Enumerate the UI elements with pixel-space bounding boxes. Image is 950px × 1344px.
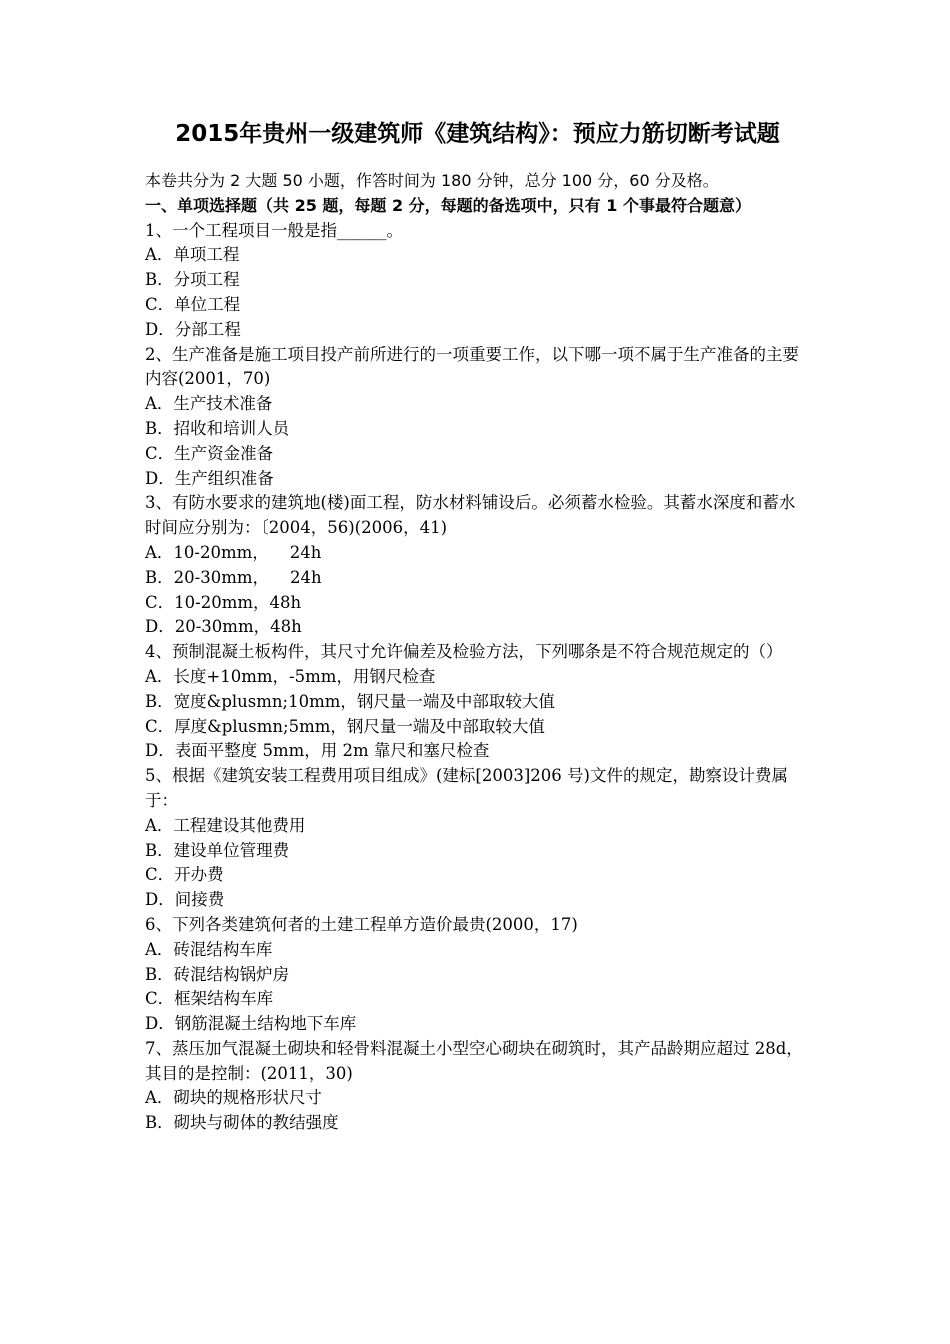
- document-body: [145, 117, 810, 1136]
- question-text: 6、下列各类建筑何者的土建工程单方造价最贵(2000，17): [145, 914, 578, 934]
- answer-option: D．生产组织准备: [145, 468, 274, 488]
- answer-option: C．10-20mm，48h: [145, 592, 302, 612]
- question-item: [145, 764, 810, 913]
- question-item: [145, 343, 810, 492]
- answer-option: B．20-30mm， 24h: [145, 567, 322, 587]
- answer-option: D．分部工程: [145, 319, 241, 339]
- answer-option: C．厚度&plusmn;5mm，钢尺量一端及中部取较大值: [145, 716, 545, 736]
- answer-option: A．砌块的规格形状尺寸: [145, 1088, 322, 1108]
- answer-option: D．钢筋混凝土结构地下车库: [145, 1014, 357, 1034]
- answer-option: A．工程建设其他费用: [145, 815, 306, 835]
- section-heading: 一、单项选择题（共 25 题，每题 2 分，每题的备选项中，只有 1 个事最符合题意）: [145, 195, 751, 215]
- answer-option: B．砌块与砌体的教结强度: [145, 1113, 339, 1133]
- answer-option: A．长度+10mm，-5mm，用钢尺检查: [145, 666, 436, 686]
- document-title: 2015年贵州一级建筑师《建筑结构》：预应力筋切断考试题: [175, 121, 780, 147]
- answer-option: A．10-20mm， 24h: [145, 542, 322, 562]
- question-item: [145, 913, 810, 1037]
- question-text: 1、一个工程项目一般是指______。: [145, 220, 403, 240]
- question-text: 7、蒸压加气混凝土砌块和轻骨料混凝土小型空心砌块在砌筑时，其产品龄期应超过 28d，其目的是控制：(2011，30): [145, 1038, 803, 1083]
- question-item: [145, 1037, 810, 1136]
- question-item: [145, 219, 810, 343]
- answer-option: A．砖混结构车库: [145, 939, 273, 959]
- answer-option: B．砖混结构锅炉房: [145, 964, 290, 984]
- answer-option: C．生产资金准备: [145, 443, 274, 463]
- answer-option: B．招收和培训人员: [145, 418, 290, 438]
- answer-option: B．建设单位管理费: [145, 840, 290, 860]
- question-item: [145, 640, 810, 764]
- question-text: 2、生产准备是施工项目投产前所进行的一项重要工作，以下哪一项不属于生产准备的主要内容(2001，70): [145, 344, 799, 389]
- answer-option: A．生产技术准备: [145, 394, 273, 414]
- answer-option: D．表面平整度 5mm，用 2m 靠尺和塞尺检查: [145, 741, 490, 761]
- exam-intro: 本卷共分为 2 大题 50 小题，作答时间为 180 分钟，总分 100 分，60 分及格。: [145, 171, 719, 190]
- answer-option: C．开办费: [145, 865, 224, 885]
- answer-option: A．单项工程: [145, 245, 240, 265]
- question-text: 5、根据《建筑安装工程费用项目组成》(建标[2003]206 号)文件的规定，勘察设计费属于：: [145, 766, 788, 810]
- answer-option: C．框架结构车库: [145, 989, 274, 1009]
- question-text: 3、有防水要求的建筑地(楼)面工程，防水材料铺设后。必须蓄水检验。其蓄水深度和蓄水时间应分别为：〔2004，56)(2006，41): [145, 493, 796, 538]
- answer-option: D．间接费: [145, 890, 225, 910]
- answer-option: B．分项工程: [145, 270, 240, 290]
- answer-option: C．单位工程: [145, 294, 241, 314]
- answer-option: D．20-30mm，48h: [145, 617, 302, 637]
- question-list: [145, 219, 810, 1136]
- answer-option: B．宽度&plusmn;10mm，钢尺量一端及中部取较大值: [145, 691, 555, 711]
- question-text: 4、预制混凝土板构件，其尺寸允许偏差及检验方法，下列哪条是不符合规范规定的（）: [145, 642, 783, 662]
- question-item: [145, 491, 810, 640]
